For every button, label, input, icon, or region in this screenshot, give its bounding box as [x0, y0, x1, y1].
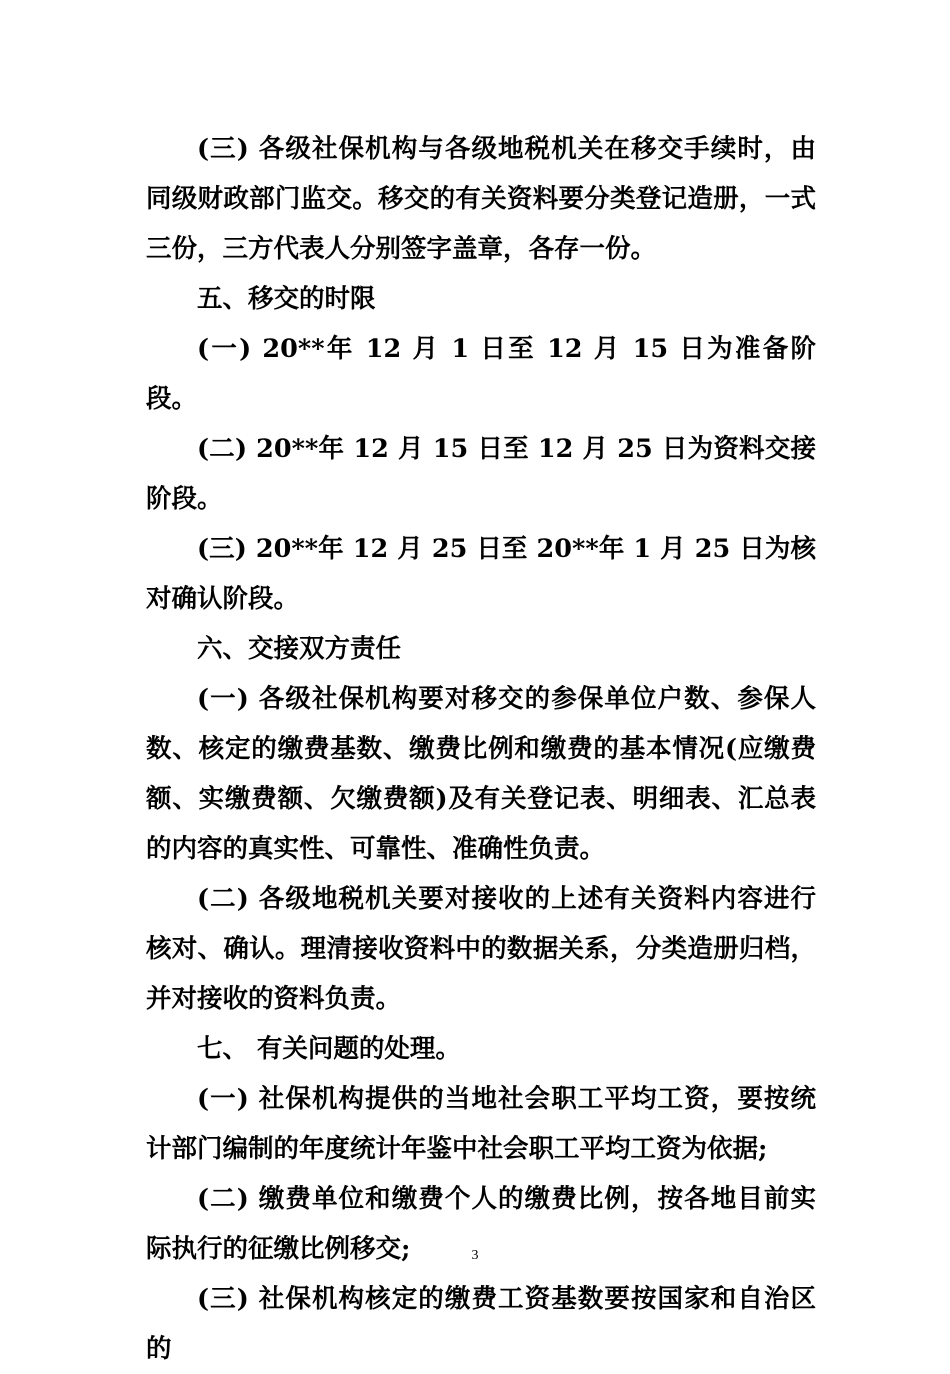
paragraph-3-handover-supervision: (三) 各级社保机构与各级地税机关在移交手续时，由同级财政部门监交。移交的有关资料要分类登记造册，一式三份，三方代表人分别签字盖章，各存一份。: [146, 134, 816, 264]
paragraph-7-1: (一) 社保机构提供的当地社会职工平均工资，要按统计部门编制的年度统计年鉴中社会职工平均工资为依据;: [146, 1084, 816, 1164]
page-number: 3: [471, 1248, 479, 1263]
paragraph-7-2: (二) 缴费单位和缴费个人的缴费比例，按各地目前实际执行的征缴比例移交;: [146, 1184, 816, 1264]
section-heading-6: 六、交接双方责任: [197, 634, 402, 664]
section-heading-7: 七、 有关问题的处理。: [197, 1034, 461, 1064]
paragraph-5-1: (一) 20**年 12 月 1 日至 12 月 15 日为准备阶段。: [146, 334, 816, 414]
paragraph-5-2: (二) 20**年 12 月 15 日至 12 月 25 日为资料交接阶段。: [146, 434, 816, 514]
section-heading-5: 五、移交的时限: [197, 284, 376, 314]
paragraph-6-2: (二) 各级地税机关要对接收的上述有关资料内容进行核对、确认。理清接收资料中的数据关系，分类造册归档，并对接收的资料负责。: [146, 884, 816, 1014]
paragraph-7-3: (三) 社保机构核定的缴费工资基数要按国家和自治区的: [146, 1284, 816, 1364]
document-body: [146, 124, 816, 1374]
paragraph-5-3: (三) 20**年 12 月 25 日至 20**年 1 月 25 日为核对确认阶段。: [146, 534, 816, 614]
paragraph-6-1: (一) 各级社保机构要对移交的参保单位户数、参保人数、核定的缴费基数、缴费比例和缴费的基本情况(应缴费额、实缴费额、欠缴费额)及有关登记表、明细表、汇总表的内容的真实性、可靠性、准确性负责。: [146, 684, 816, 864]
